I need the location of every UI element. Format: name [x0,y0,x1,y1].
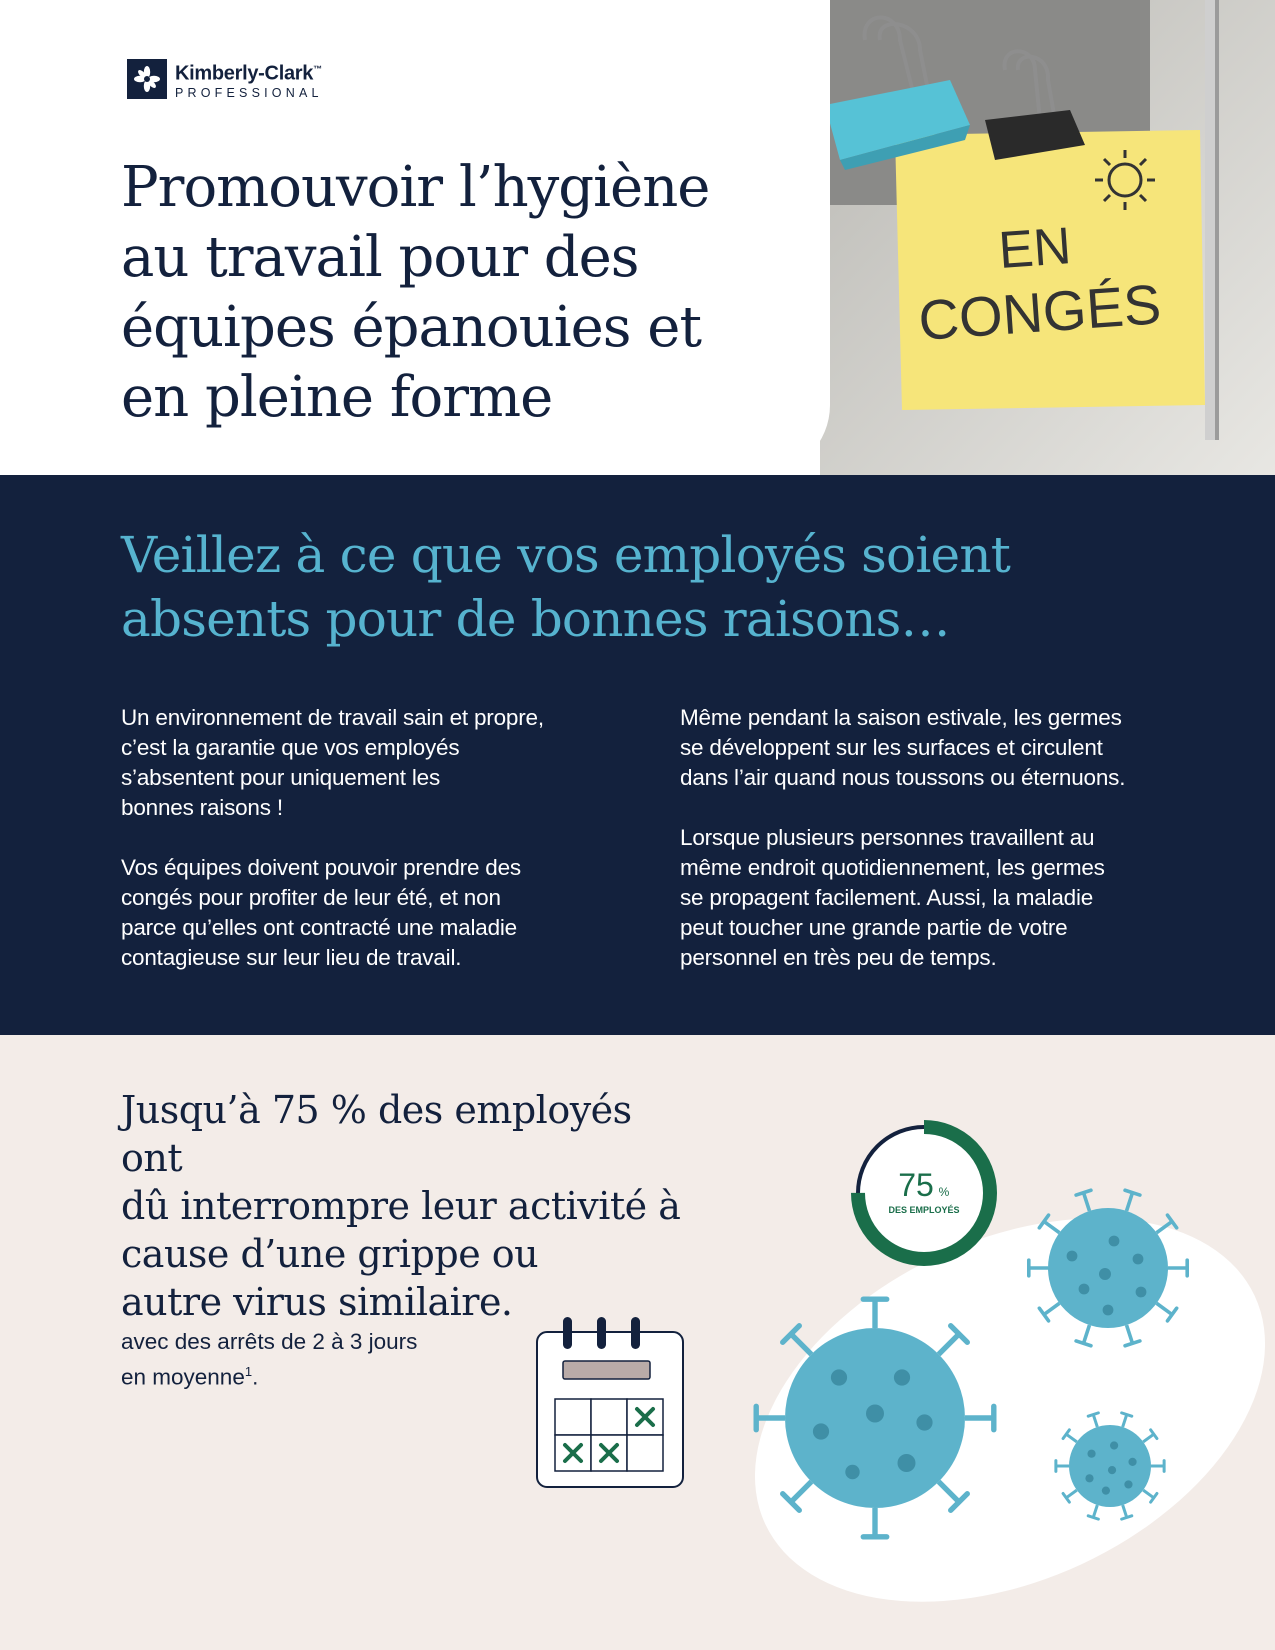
intro-heading-line: absents pour de bonnes raisons… [121,590,950,648]
virus-icon [756,1299,994,1537]
virus-dot [845,1465,859,1479]
vacation-note-photo [820,0,1275,475]
text-line: c’est la garantie que vos employés [121,735,460,760]
note-text-line2: CONGÉS [916,272,1163,352]
text-line: contagieuse sur leur lieu de travail. [121,945,462,970]
virus-spike [1084,1193,1090,1211]
paragraph [680,823,1180,973]
stat-heading-line: Jusqu’à 75 % des employés ont [121,1088,632,1180]
text-line: congés pour profiter de leur été, et non [121,885,501,910]
title-line: équipes épanouies et [121,295,701,360]
intro-right-column [680,703,1180,1003]
intro-heading-line: Veillez à ce que vos employés soient [121,526,1011,584]
logo-flower-icon [127,59,167,99]
brand-name: Kimberly-Clark [175,62,314,85]
stat-heading-line: dû interrompre leur activité à [121,1184,681,1228]
virus-dot [1102,1487,1110,1495]
virus-spike [791,1334,811,1354]
text-line: Vos équipes doivent pouvoir prendre des [121,855,521,880]
statistic-heading [121,1086,681,1326]
virus-dot [898,1454,916,1472]
text-line: s’absentent pour uniquement les [121,765,441,790]
virus-spike-cap [1076,1190,1091,1195]
text-line: parce qu’elles ont contracté une maladie [121,915,518,940]
note-text-line1: EN [996,217,1073,280]
virus-dot [1110,1441,1118,1449]
virus-dot [1099,1268,1111,1280]
virus-spike-cap [1125,1190,1140,1195]
stat-heading-line: autre virus similaire. [121,1280,513,1324]
virus-dot [894,1369,910,1385]
text-line: personnel en très peu de temps. [680,945,997,970]
title-line: en pleine forme [121,365,553,430]
paragraph [121,703,611,823]
virus-dot [831,1369,847,1385]
virus-dot [1085,1474,1093,1482]
paragraph [121,853,611,973]
virus-dot [1067,1251,1078,1262]
gauge-label: DES EMPLOYÉS [888,1205,960,1215]
note-line: en moyenne [121,1364,245,1390]
stat-heading-line: cause d’une grippe ou [121,1232,539,1276]
title-line: au travail pour des [121,225,639,290]
virus-dot [1109,1236,1120,1247]
virus-dot [916,1414,932,1430]
calendar-icon [533,1312,687,1492]
virus-dot [813,1423,829,1439]
title-line: Promouvoir l’hygiène [121,155,710,220]
header-section [0,0,1275,475]
note-line: avec des arrêts de 2 à 3 jours [121,1329,418,1354]
percentage-gauge [846,1115,1002,1271]
virus-dot [1136,1287,1147,1298]
virus-spike [1127,1193,1133,1211]
virus-dot [1108,1466,1116,1474]
virus-dot [1124,1480,1132,1488]
intro-heading [121,523,1171,651]
text-line: même endroit quotidiennement, les germes [680,855,1105,880]
text-line: peut toucher une grande partie de votre [680,915,1068,940]
virus-dot [866,1405,884,1423]
text-line: bonnes raisons ! [121,795,283,820]
text-line: dans l’air quand nous toussons ou éternuons. [680,765,1126,790]
gauge-value: 75 [898,1167,934,1203]
paragraph [680,703,1180,793]
text-line: Lorsque plusieurs personnes travaillent au [680,825,1095,850]
text-line: se propagent facilement. Aussi, la maladie [680,885,1094,910]
statistic-note [121,1327,481,1393]
virus-dot [1133,1254,1144,1265]
text-line: se développent sur les surfaces et circulent [680,735,1103,760]
brand-sub: PROFESSIONAL [175,85,323,100]
virus-dot [1079,1284,1090,1295]
virus-dot [1103,1305,1114,1316]
trademark: ™ [313,64,322,74]
note-end: . [252,1364,259,1390]
virus-dot [1128,1458,1136,1466]
intro-left-column [121,703,611,1003]
text-line: Un environnement de travail sain et propre, [121,705,544,730]
footnote-ref: 1 [244,1364,253,1379]
text-line: Même pendant la saison estivale, les germes [680,705,1122,730]
gauge-unit: % [938,1185,950,1199]
virus-illustration [740,1100,1275,1650]
kimberly-clark-logo [127,58,323,101]
page-title [121,153,821,433]
pen [1205,0,1215,440]
virus-dot [1087,1450,1095,1458]
virus-body [1069,1425,1151,1507]
